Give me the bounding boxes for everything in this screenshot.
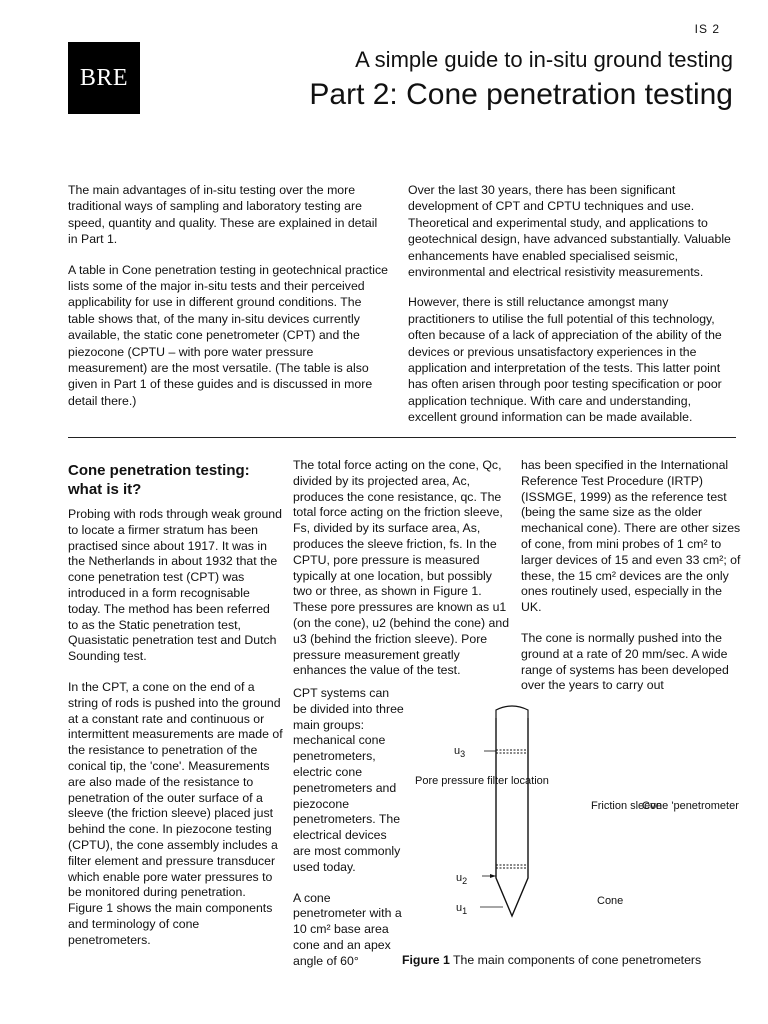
series-title: A simple guide to in-situ ground testing: [355, 47, 733, 72]
body-column-1: [68, 461, 283, 964]
body-paragraph: Probing with rods through weak ground to locate a firmer stratum has been practised since about 1917. It was in the Netherlands in about 1932 that the cone penetration test (CPT) was introduced in a form recognisable today. The method has been referred to as the Static penetration test, Quasistatic penetration test and Dutch Sounding test.: [68, 507, 282, 664]
bre-logo: [68, 42, 140, 114]
penetrometer-top: [496, 706, 528, 718]
cone-tip: [496, 868, 528, 916]
body-column-2-narrow: [293, 686, 405, 985]
u2-arrow: [490, 874, 496, 878]
friction-sleeve-label: Friction sleeve: [591, 800, 662, 812]
cone-label: Cone: [597, 895, 624, 907]
figure-caption-label: Figure 1: [402, 953, 450, 967]
page-code: IS 2: [694, 22, 720, 36]
intro-right-column: [408, 182, 738, 440]
body-paragraph: A cone penetrometer with a 10 cm² base area cone and an apex angle of 60°: [293, 890, 402, 968]
u2-label: $u_2$: [456, 872, 468, 887]
body-paragraph: The cone is normally pushed into the ground at a rate of 20 mm/sec. A wide range of systems has been developed over the years to carry out: [521, 630, 729, 693]
cone-penetrometer-figure: [410, 700, 740, 945]
page-title: Part 2: Cone penetration testing: [309, 78, 733, 111]
body-paragraph: CPT systems can be divided into three main groups: mechanical cone penetrometers, electric cone penetrometers and piezocone penetrometers. The electrical devices are most commonly used today.: [293, 686, 404, 874]
body-column-3: [521, 458, 743, 709]
u1-label: $u_1$: [456, 902, 468, 917]
intro-paragraph: The main advantages of in-situ testing over the more traditional ways of sampling and laboratory testing are speed, quantity and quality. These are explained in detail in Part 1.: [68, 183, 378, 247]
intro-paragraph: A table in Cone penetration testing in geotechnical practice lists some of the major in-situ tests and their perceived applicability for use in different ground conditions. The table shows that, of the many in-situ devices currently available, the static cone penetrometer (CPT) and the piezocone (CPTU – with pore water pressure measurement) are the most versatile. (The table is also given in Part 1 of these guides and is discussed in more detail there.): [68, 262, 388, 408]
body-column-2: [293, 458, 511, 694]
figure-caption-text: The main components of cone penetrometers: [453, 953, 702, 967]
logo-text: BRE: [79, 64, 129, 91]
cone-penetrometer-label: Cone 'penetrometer: [642, 800, 739, 812]
pore-pressure-label: Pore pressure filter location: [415, 775, 549, 787]
body-paragraph: The total force acting on the cone, Qc, divided by its projected area, Ac, produces the cone resistance, qc. The total force acting on the friction sleeve, Fs, divided by its surface area, As, produces the sleeve friction, fs. In the CPTU, pore pressure is measured typically at one location, but possibly two or three, as shown in Figure 1. These pore pressures are known as u1 (on the cone), u2 (behind the cone) and u3 (behind the friction sleeve). Pore pressure measurement greatly enhances the value of the test.: [293, 458, 510, 678]
section-heading: Cone penetration testing: what is it?: [68, 462, 250, 498]
section-divider: [68, 437, 736, 438]
intro-left-column: [68, 182, 390, 423]
figure-caption: [402, 953, 701, 967]
body-paragraph: In the CPT, a cone on the end of a string of rods is pushed into the ground at a constant rate and continuous or intermittent measurements are made of the resistance to penetration of the conical tip, the 'cone'. Measurements are also made of the resistance to penetration of the outer surface of a sleeve (the friction sleeve) placed just behind the cone. In piezocone testing (CPTU), the cone assembly includes a filter element and pressure transducer which enable pore water pressures to be monitored during penetration. Figure 1 shows the main components and terminology of cone penetrometers.: [68, 679, 283, 947]
intro-paragraph: Over the last 30 years, there has been significant development of CPT and CPTU techniques and use. Theoretical and experimental study, and applications to geotechnical design, have advanced substantially. Valuable enhancements have enabled specialised seismic, environmental and electrical resistivity measurements.: [408, 183, 731, 280]
body-paragraph: has been specified in the International Reference Test Procedure (IRTP) (ISSMGE, 1999) as the reference test (being the same size as the older mechanical cone). There are other sizes of cone, from mini probes of 1 cm² to larger devices of 15 and even 33 cm²; of these, the 15 cm² devices are the only ones routinely used, especially in the UK.: [521, 458, 741, 615]
u3-label: $u_3$: [454, 745, 466, 760]
intro-paragraph: However, there is still reluctance amongst many practitioners to utilise the full potential of this technology, often because of a lack of appreciation of the ability of the devices or previous unsatisfactory experiences in the application and interpretation of the tests. This latter point has often arisen through poor testing specification or poor application technique. With care and understanding, excellent ground information can be made available.: [408, 295, 722, 425]
